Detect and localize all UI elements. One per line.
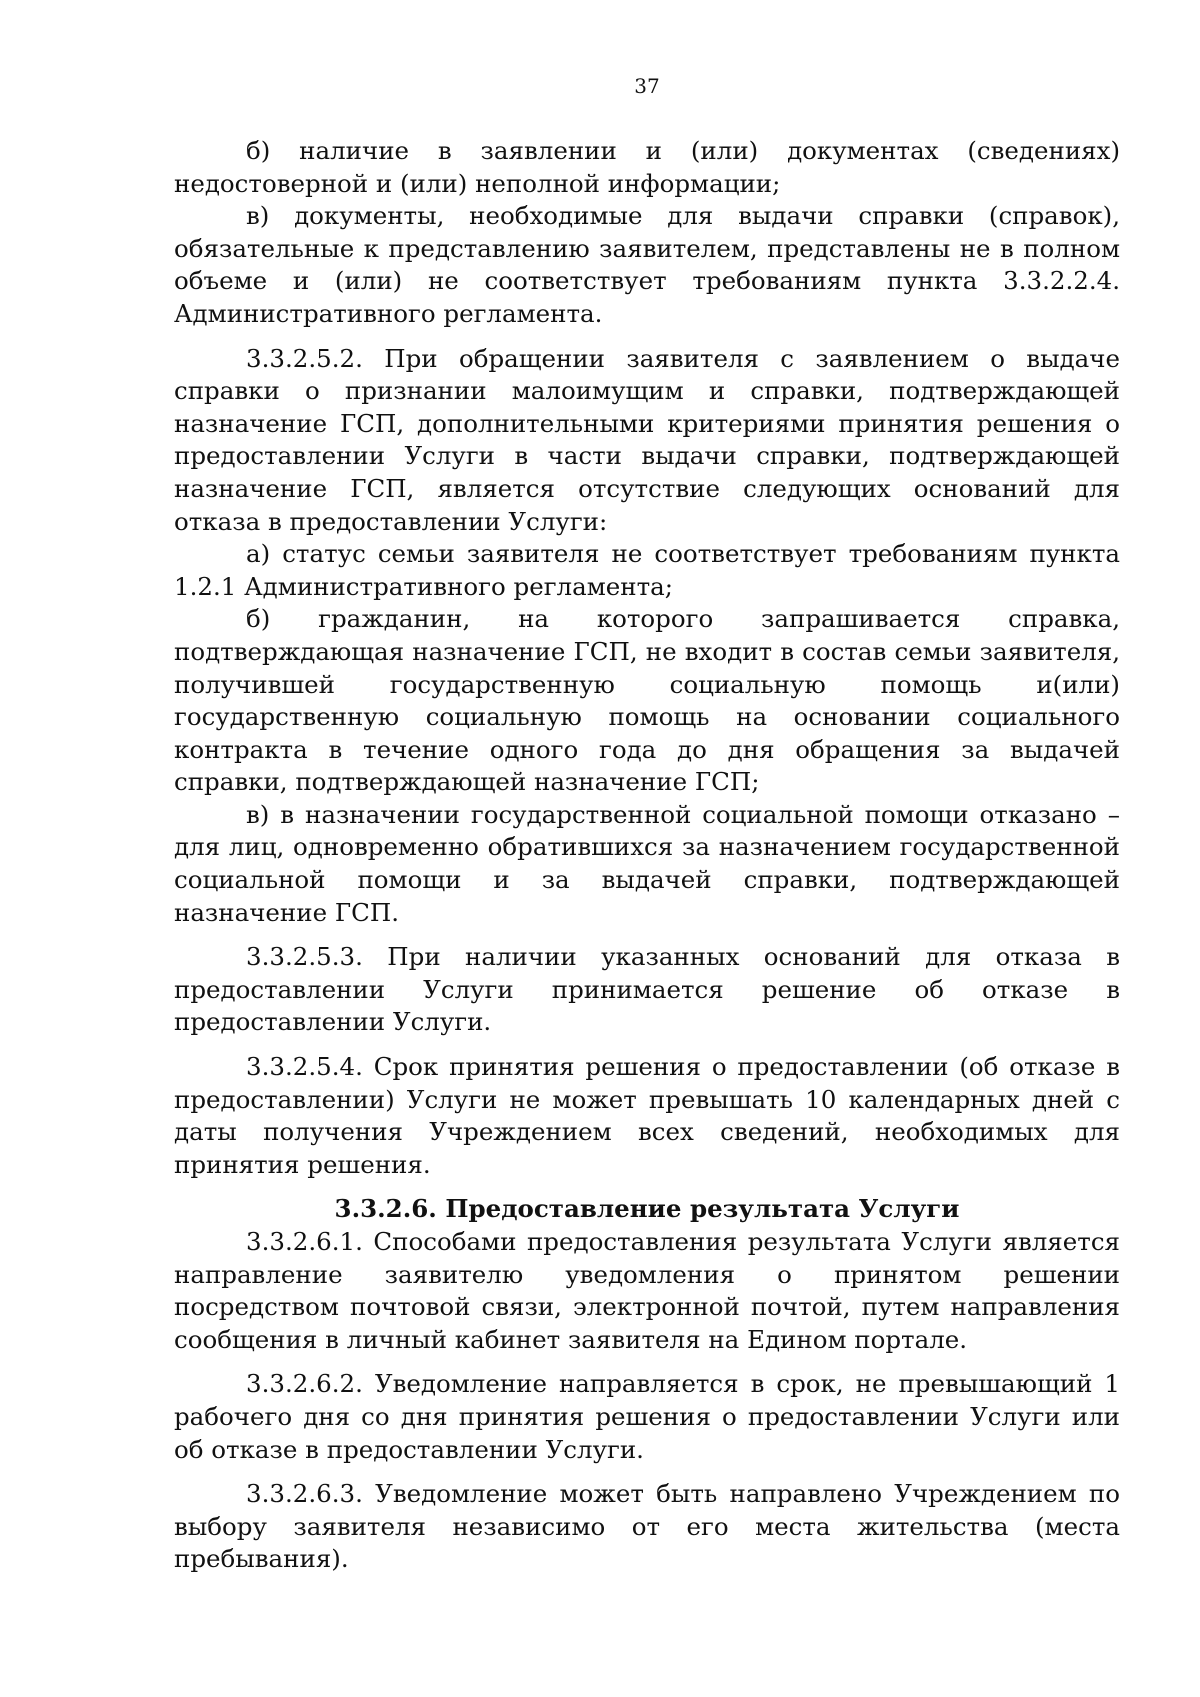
paragraph-item-v-documents-incomplete: в) документы, необходимые для выдачи справки (справок), обязательные к представлению заявителем, представлены не в полном объеме и (или) не соответствует требованиям пункта 3.3.2.2.4. Административного регламента. [174, 201, 1120, 328]
paragraph-3-3-2-6-1: 3.3.2.6.1. Способами предоставления результата Услуги является направление заявителю уведомления о принятом решении посредством почтовой связи, электронной почтой, путем направления сообщения в личный кабинет заявителя на Едином портале. [174, 1227, 1120, 1354]
section-heading-3-3-2-6: 3.3.2.6. Предоставление результата Услуги [334, 1194, 960, 1224]
page-number: 37 [634, 74, 660, 98]
paragraph-3-3-2-6-2: 3.3.2.6.2. Уведомление направляется в срок, не превышающий 1 рабочего дня со дня принятия решения о предоставлении Услуги или об отказе в предоставлении Услуги. [174, 1369, 1120, 1464]
paragraph-3-3-2-5-4: 3.3.2.5.4. Срок принятия решения о предоставлении (об отказе в предоставлении) Услуги не может превышать 10 календарных дней с даты получения Учреждением всех сведений, необходимых для принятия решения. [174, 1052, 1120, 1179]
document-body [174, 135, 1120, 1576]
paragraph-3-3-2-5-3: 3.3.2.5.3. При наличии указанных оснований для отказа в предоставлении Услуги принимается решение об отказе в предоставлении Услуги. [174, 942, 1120, 1037]
paragraph-item-v-assistance-refused: в) в назначении государственной социальной помощи отказано – для лиц, одновременно обратившихся за назначением государственной социальной помощи и за выдачей справки, подтверждающей назначение ГСП. [174, 799, 1120, 927]
paragraph-3-3-2-5-2: 3.3.2.5.2. При обращении заявителя с заявлением о выдаче справки о признании малоимущим и справки, подтверждающей назначение ГСП, дополнительными критериями принятия решения о предоставлении Услуги в части выдачи справки, подтверждающей назначение ГСП, является отсутствие следующих оснований для отказа в предоставлении Услуги: [174, 343, 1120, 536]
paragraph-item-b-not-family-member: б) гражданин, на которого запрашивается справка, подтверждающая назначение ГСП, не входит в состав семьи заявителя, получившей государственную социальную помощь и(или) государственную социальную помощь на основании социального контракта в течение одного года до дня обращения за выдачей справки, подтверждающей назначение ГСП; [174, 604, 1120, 797]
paragraph-item-a-family-status: а) статус семьи заявителя не соответствует требованиям пункта 1.2.1 Административного регламента; [174, 539, 1120, 601]
paragraph-3-3-2-6-3: 3.3.2.6.3. Уведомление может быть направлено Учреждением по выбору заявителя независимо от его места жительства (места пребывания). [174, 1479, 1120, 1574]
paragraph-item-b-inaccurate-info: б) наличие в заявлении и (или) документах (сведениях) недостоверной и (или) неполной информации; [174, 136, 1120, 198]
